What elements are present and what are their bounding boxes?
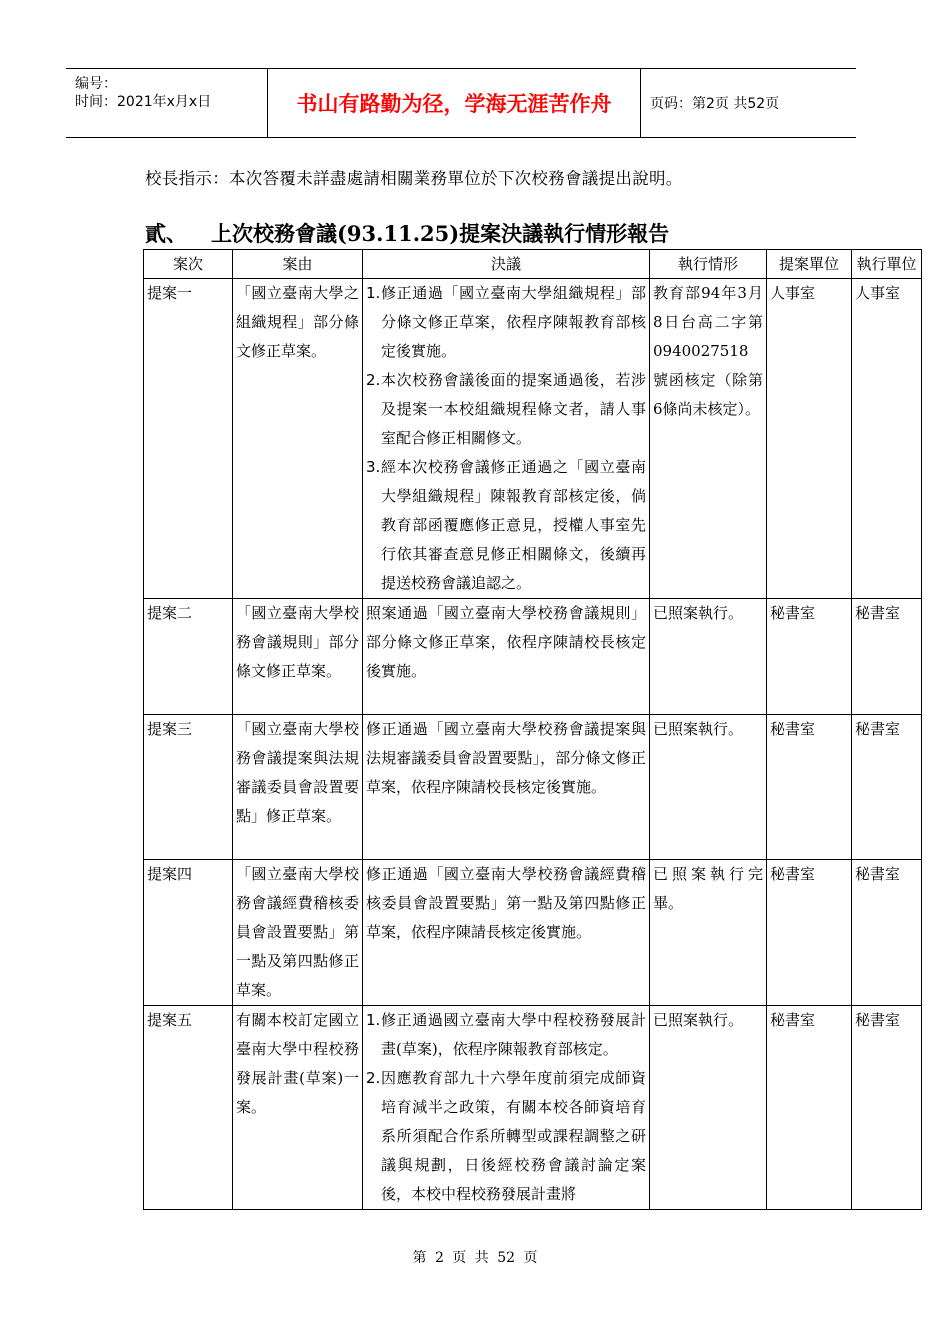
header-proposer: 提案單位 — [767, 250, 852, 279]
header-executor: 執行單位 — [852, 250, 922, 279]
header-resolution: 決議 — [363, 250, 650, 279]
number-label: 编号： — [75, 76, 117, 92]
document-header — [66, 68, 856, 138]
table-row — [144, 1006, 922, 1210]
resolution-cell — [363, 279, 650, 599]
table-row — [144, 599, 922, 715]
executor-cell: 秘書室 — [852, 1006, 922, 1210]
reason-cell: 有關本校訂定國立臺南大學中程校務發展計畫(草案)一案。 — [233, 1006, 363, 1210]
header-meta — [66, 69, 268, 137]
table-row — [144, 860, 922, 1006]
status-cell: 已照案執行。 — [650, 1006, 767, 1210]
header-reason: 案由 — [233, 250, 363, 279]
resolution-item: 2. 本次校務會議後面的提案通過後，若涉及提案一本校組織規程條文者，請人事室配合修正相關修文。 — [366, 371, 646, 447]
case-cell: 提案五 — [144, 1006, 233, 1210]
resolution-cell: 照案通過「國立臺南大學校務會議規則」部分條文修正草案，依程序陳請校長核定後實施。 — [363, 599, 650, 715]
time-label: 时间：2021年x月x日 — [75, 94, 212, 110]
page-footer: 第 2 页 共 52 页 — [412, 1250, 538, 1266]
proposer-cell: 秘書室 — [767, 1006, 852, 1210]
status-cell: 教育部94年3月8日台高二字第0940027518號函核定（除第6條尚未核定）。 — [650, 279, 767, 599]
proposer-cell: 秘書室 — [767, 860, 852, 1006]
principal-instruction: 校長指示：本次答覆未詳盡處請相關業務單位於下次校務會議提出說明。 — [145, 169, 683, 188]
section-heading — [145, 218, 669, 248]
table-row — [144, 279, 922, 599]
status-cell: 已照案執行。 — [650, 715, 767, 860]
case-cell: 提案一 — [144, 279, 233, 599]
resolution-item: 1. 修正通過國立臺南大學中程校務發展計畫(草案)，依程序陳報教育部核定。 — [366, 1011, 646, 1058]
executor-cell: 秘書室 — [852, 599, 922, 715]
case-cell: 提案四 — [144, 860, 233, 1006]
reason-cell: 「國立臺南大學校務會議經費稽核委員會設置要點」第一點及第四點修正草案。 — [233, 860, 363, 1006]
executor-cell: 秘書室 — [852, 715, 922, 860]
reason-cell: 「國立臺南大學校務會議提案與法規審議委員會設置要點」修正草案。 — [233, 715, 363, 860]
table-header-row — [144, 250, 922, 279]
table-row — [144, 715, 922, 860]
proposal-table — [143, 249, 922, 1210]
resolution-cell: 修正通過「國立臺南大學校務會議經費稽核委員會設置要點」第一點及第四點修正草案，依程序陳請長核定後實施。 — [363, 860, 650, 1006]
header-status: 執行情形 — [650, 250, 767, 279]
proposer-cell: 人事室 — [767, 279, 852, 599]
header-case: 案次 — [144, 250, 233, 279]
header-motto: 书山有路勤为径，学海无涯苦作舟 — [268, 69, 641, 137]
proposer-cell: 秘書室 — [767, 599, 852, 715]
resolution-item: 1. 修正通過「國立臺南大學組織規程」部分條文修正草案，依程序陳報教育部核定後實施。 — [366, 284, 646, 360]
case-cell: 提案三 — [144, 715, 233, 860]
resolution-item: 3. 經本次校務會議修正通過之「國立臺南大學組織規程」陳報教育部核定後，倘教育部函覆應修正意見，授權人事室先行依其審查意見修正相關條文，後續再提送校務會議追認之。 — [366, 458, 646, 592]
case-cell: 提案二 — [144, 599, 233, 715]
resolution-item: 2. 因應教育部九十六學年度前須完成師資培育減半之政策，有關本校各師資培育系所須配合作系所轉型或課程調整之研議與規劃，日後經校務會議討論定案後，本校中程校務發展計畫將 — [366, 1069, 646, 1203]
executor-cell: 秘書室 — [852, 860, 922, 1006]
section-number: 貳、 — [145, 221, 187, 246]
resolution-cell — [363, 1006, 650, 1210]
reason-cell: 「國立臺南大學校務會議規則」部分條文修正草案。 — [233, 599, 363, 715]
header-page-info: 页码：第2页 共52页 — [650, 96, 780, 112]
resolution-cell: 修正通過「國立臺南大學校務會議提案與法規審議委員會設置要點」，部分條文修正草案，依程序陳請校長核定後實施。 — [363, 715, 650, 860]
executor-cell: 人事室 — [852, 279, 922, 599]
proposer-cell: 秘書室 — [767, 715, 852, 860]
status-cell: 已照案執行。 — [650, 599, 767, 715]
section-title: 上次校務會議(93.11.25)提案決議執行情形報告 — [211, 221, 670, 246]
reason-cell: 「國立臺南大學之組織規程」部分條文修正草案。 — [233, 279, 363, 599]
status-cell: 已照案執行完畢。 — [650, 860, 767, 1006]
